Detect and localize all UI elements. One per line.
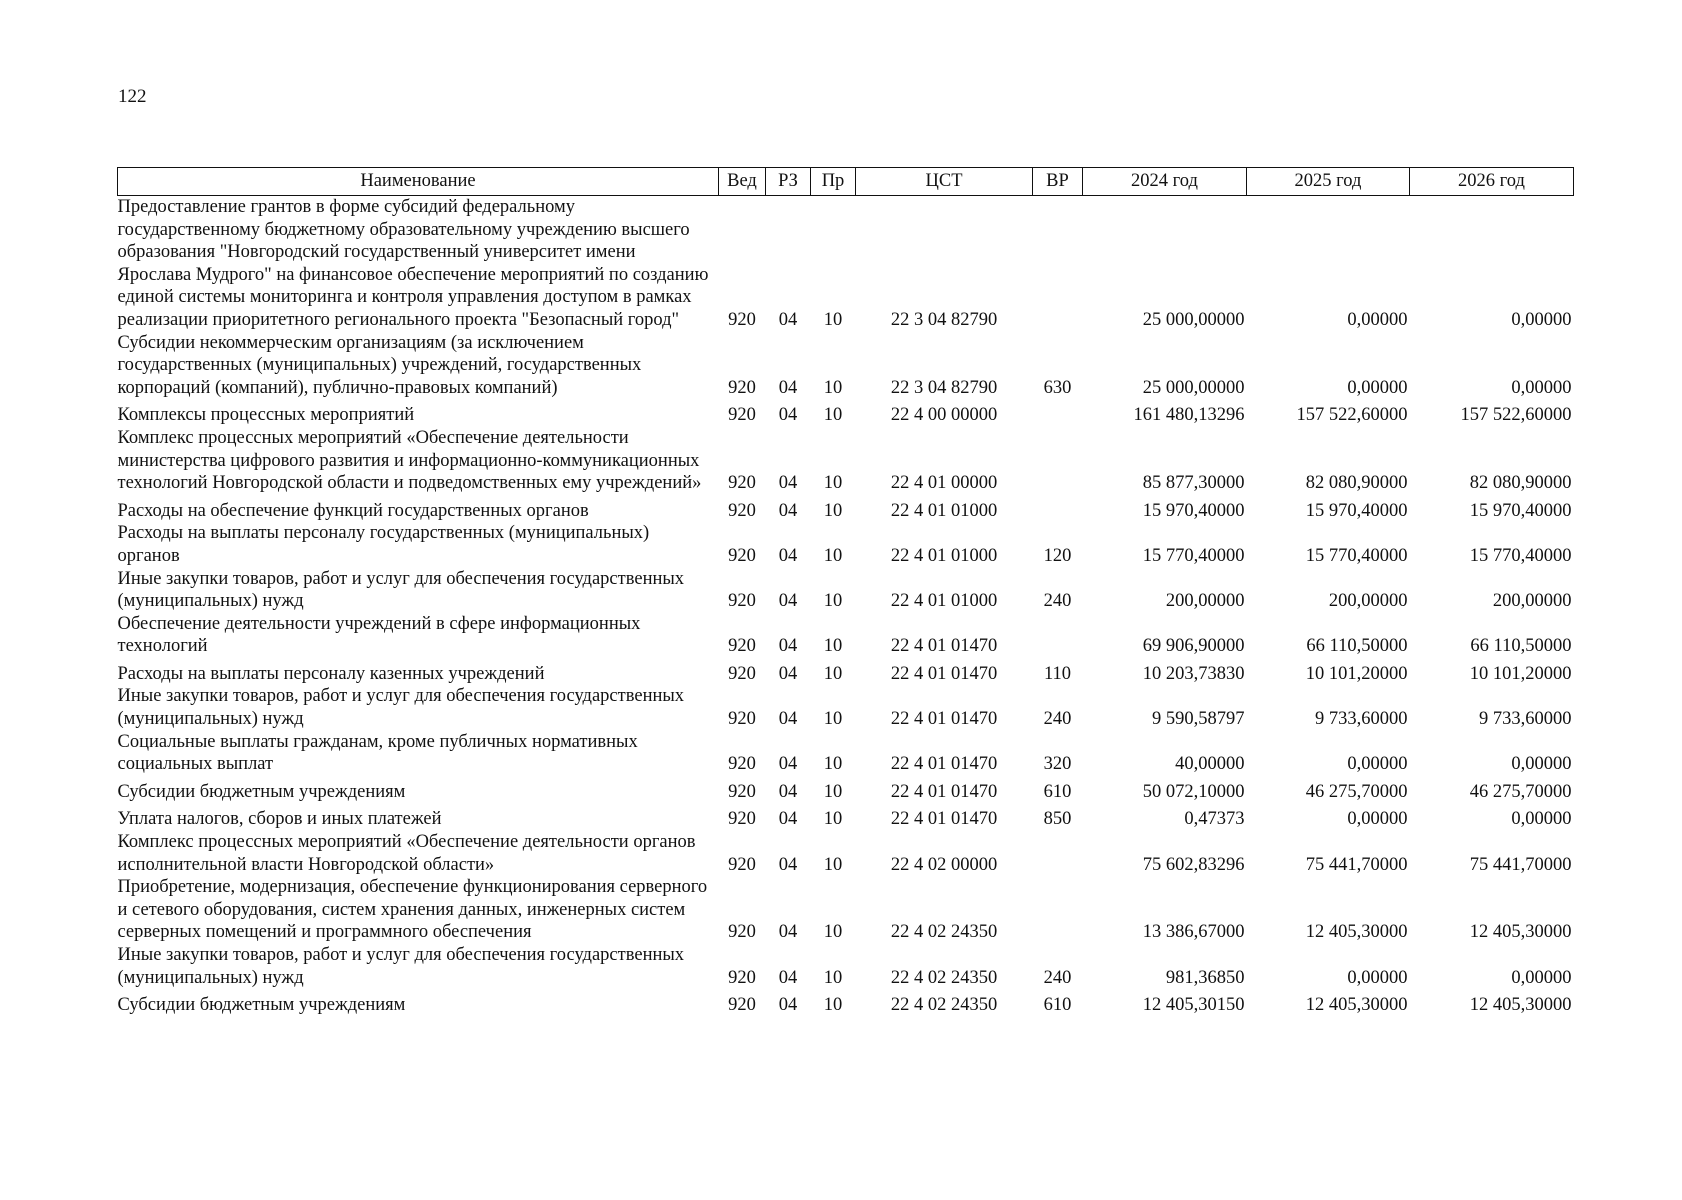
row-pr: 10 [823, 967, 843, 988]
row-2025: 15 970,40000 [1305, 500, 1408, 521]
row-cst: 22 4 01 01470 [890, 754, 998, 775]
row-vr: 320 [1043, 754, 1072, 775]
row-pr: 10 [823, 922, 843, 943]
row-rz: 04 [778, 473, 798, 494]
row-name: Обеспечение деятельности учреждений в сфере информационных технологий [117, 613, 641, 657]
row-2026: 15 770,40000 [1469, 545, 1572, 566]
budget-table [117, 167, 1574, 1017]
row-vr: 240 [1043, 709, 1072, 730]
row-name: Комплекс процессных мероприятий «Обеспечение деятельности органов исполнительной власти Новгородской области» [117, 832, 696, 875]
table-row [118, 658, 1574, 686]
row-cst: 22 4 01 01470 [890, 809, 998, 830]
row-ved: 920 [728, 922, 756, 943]
row-ved: 920 [728, 591, 756, 612]
row-vr [1033, 876, 1083, 944]
row-2025: 12 405,30000 [1305, 995, 1408, 1016]
row-2024: 75 602,83296 [1142, 854, 1245, 875]
row-name: Уплата налогов, сборов и иных платежей [117, 809, 442, 830]
header-name: Наименование [118, 168, 719, 196]
row-2024: 25 000,00000 [1142, 309, 1245, 330]
row-cst: 22 4 02 24350 [890, 922, 998, 943]
row-cst: 22 4 02 00000 [890, 854, 998, 875]
row-2025: 15 770,40000 [1305, 545, 1408, 566]
row-name: Иные закупки товаров, работ и услуг для обеспечения государственных (муниципальных) нужд [117, 686, 685, 730]
row-name: Субсидии бюджетным учреждениям [117, 781, 406, 802]
row-vr: 240 [1043, 967, 1072, 988]
row-cst: 22 4 01 01000 [890, 500, 998, 521]
row-cst: 22 3 04 82790 [890, 309, 998, 330]
header-ved: Вед [719, 168, 766, 196]
header-2024: 2024 год [1083, 168, 1247, 196]
row-pr: 10 [823, 636, 843, 657]
row-ved: 920 [728, 636, 756, 657]
header-vr: ВР [1033, 168, 1083, 196]
row-rz: 04 [778, 405, 798, 426]
row-2026: 15 970,40000 [1469, 500, 1572, 521]
row-ved: 920 [728, 545, 756, 566]
row-name: Предоставление грантов в форме субсидий федеральному государственному бюджетному образовательному учреждению высшего образования "Новгородский государственный университет имени Ярослава Мудрого" на финансовое обеспечение мероприятий по созданию единой системы мониторинга и контроля управления доступом в рамках реализации приоритетного регионального проекта "Безопасный город" [117, 197, 709, 330]
row-ved: 920 [728, 500, 756, 521]
row-2024: 0,47373 [1184, 809, 1245, 830]
row-2026: 12 405,30000 [1469, 922, 1572, 943]
page-number: 122 [118, 86, 147, 107]
row-2025: 0,00000 [1347, 967, 1408, 988]
header-pr: Пр [811, 168, 856, 196]
row-name: Иные закупки товаров, работ и услуг для обеспечения государственных (муниципальных) нужд [117, 568, 685, 612]
row-2025: 0,00000 [1347, 809, 1408, 830]
row-pr: 10 [823, 709, 843, 730]
row-pr: 10 [823, 500, 843, 521]
row-pr: 10 [823, 781, 843, 802]
row-vr [1033, 196, 1083, 332]
row-2024: 85 877,30000 [1142, 473, 1245, 494]
row-ved: 920 [728, 754, 756, 775]
row-2024: 10 203,73830 [1142, 663, 1245, 684]
table-row [118, 332, 1574, 400]
row-2024: 69 906,90000 [1142, 636, 1245, 657]
row-rz: 04 [778, 663, 798, 684]
row-name: Социальные выплаты гражданам, кроме публичных нормативных социальных выплат [117, 731, 638, 775]
row-cst: 22 3 04 82790 [890, 377, 998, 398]
row-cst: 22 4 01 01470 [890, 709, 998, 730]
row-2024: 40,00000 [1175, 754, 1245, 775]
row-2024: 981,36850 [1165, 967, 1245, 988]
row-pr: 10 [823, 663, 843, 684]
row-cst: 22 4 02 24350 [890, 995, 998, 1016]
table-row [118, 495, 1574, 523]
row-rz: 04 [778, 854, 798, 875]
table-row [118, 776, 1574, 804]
row-pr: 10 [823, 995, 843, 1016]
row-2026: 0,00000 [1511, 754, 1572, 775]
table-row [118, 522, 1574, 567]
row-name: Расходы на выплаты персоналу казенных учреждений [117, 663, 545, 684]
row-ved: 920 [728, 995, 756, 1016]
row-vr [1033, 831, 1083, 876]
row-ved: 920 [728, 473, 756, 494]
row-pr: 10 [823, 473, 843, 494]
row-2024: 13 386,67000 [1142, 922, 1245, 943]
row-2026: 157 522,60000 [1460, 405, 1572, 426]
row-2026: 0,00000 [1511, 377, 1572, 398]
row-vr [1033, 399, 1083, 427]
row-rz: 04 [778, 809, 798, 830]
row-name: Комплексы процессных мероприятий [117, 405, 415, 426]
row-rz: 04 [778, 967, 798, 988]
row-2025: 66 110,50000 [1306, 636, 1408, 657]
table-row [118, 685, 1574, 730]
row-vr: 610 [1043, 781, 1072, 802]
row-vr: 120 [1043, 545, 1072, 566]
row-pr: 10 [823, 377, 843, 398]
row-2025: 0,00000 [1347, 377, 1408, 398]
table-row [118, 944, 1574, 989]
row-2024: 161 480,13296 [1133, 405, 1245, 426]
row-rz: 04 [778, 377, 798, 398]
row-rz: 04 [778, 754, 798, 775]
row-2024: 12 405,30150 [1142, 995, 1245, 1016]
row-ved: 920 [728, 967, 756, 988]
row-ved: 920 [728, 663, 756, 684]
row-pr: 10 [823, 405, 843, 426]
row-cst: 22 4 01 00000 [890, 473, 998, 494]
row-vr [1033, 427, 1083, 495]
row-2026: 0,00000 [1511, 309, 1572, 330]
row-rz: 04 [778, 591, 798, 612]
row-2025: 200,00000 [1328, 591, 1408, 612]
row-2024: 15 770,40000 [1142, 545, 1245, 566]
row-ved: 920 [728, 854, 756, 875]
row-name: Расходы на выплаты персоналу государственных (муниципальных) органов [117, 523, 650, 566]
row-pr: 10 [823, 854, 843, 875]
row-vr [1033, 495, 1083, 523]
row-rz: 04 [778, 500, 798, 521]
header-row [118, 168, 1574, 196]
row-2026: 200,00000 [1492, 591, 1572, 612]
row-2024: 15 970,40000 [1142, 500, 1245, 521]
row-cst: 22 4 01 01470 [890, 663, 998, 684]
row-2026: 46 275,70000 [1469, 781, 1572, 802]
row-vr: 240 [1043, 591, 1072, 612]
row-pr: 10 [823, 591, 843, 612]
row-2024: 25 000,00000 [1142, 377, 1245, 398]
row-2026: 75 441,70000 [1469, 854, 1572, 875]
row-2026: 0,00000 [1511, 809, 1572, 830]
row-ved: 920 [728, 405, 756, 426]
table-row [118, 568, 1574, 613]
row-2024: 9 590,58797 [1152, 709, 1245, 730]
row-vr: 850 [1043, 809, 1072, 830]
row-name: Субсидии некоммерческим организациям (за исключением государственных (муниципальных) учреждений, государственных корпораций (компаний), публично-правовых компаний) [117, 332, 642, 398]
table-row [118, 989, 1574, 1017]
table-row [118, 427, 1574, 495]
row-name: Расходы на обеспечение функций государственных органов [117, 500, 589, 521]
row-2025: 12 405,30000 [1305, 922, 1408, 943]
header-rz: РЗ [766, 168, 811, 196]
row-ved: 920 [728, 709, 756, 730]
row-rz: 04 [778, 995, 798, 1016]
table-row [118, 803, 1574, 831]
row-2026: 12 405,30000 [1469, 995, 1572, 1016]
row-2024: 200,00000 [1165, 591, 1245, 612]
row-rz: 04 [778, 309, 798, 330]
row-vr [1033, 613, 1083, 658]
row-rz: 04 [778, 781, 798, 802]
row-name: Иные закупки товаров, работ и услуг для обеспечения государственных (муниципальных) нужд [117, 945, 685, 988]
header-cst: ЦСТ [856, 168, 1033, 196]
row-cst: 22 4 01 01000 [890, 591, 998, 612]
row-2025: 75 441,70000 [1305, 854, 1408, 875]
row-vr: 610 [1043, 995, 1072, 1016]
table-row [118, 613, 1574, 658]
row-rz: 04 [778, 545, 798, 566]
row-2026: 10 101,20000 [1469, 663, 1572, 684]
row-2025: 9 733,60000 [1315, 709, 1408, 730]
row-ved: 920 [728, 377, 756, 398]
table-row [118, 196, 1574, 332]
row-rz: 04 [778, 709, 798, 730]
row-rz: 04 [778, 922, 798, 943]
row-2025: 46 275,70000 [1305, 781, 1408, 802]
header-2026: 2026 год [1410, 168, 1574, 196]
row-cst: 22 4 01 01000 [890, 545, 998, 566]
row-2025: 0,00000 [1347, 309, 1408, 330]
row-pr: 10 [823, 545, 843, 566]
row-cst: 22 4 02 24350 [890, 967, 998, 988]
row-pr: 10 [823, 754, 843, 775]
header-2025: 2025 год [1247, 168, 1410, 196]
row-name: Приобретение, модернизация, обеспечение функционирования серверного и сетевого оборудования, систем хранения данных, инженерных систем серверных помещений и программного обеспечения [117, 877, 708, 943]
table-row [118, 731, 1574, 776]
row-2025: 10 101,20000 [1305, 663, 1408, 684]
row-2026: 0,00000 [1511, 967, 1572, 988]
row-rz: 04 [778, 636, 798, 657]
row-cst: 22 4 01 01470 [890, 781, 998, 802]
row-vr: 630 [1043, 377, 1072, 398]
table-row [118, 831, 1574, 876]
row-2025: 0,00000 [1347, 754, 1408, 775]
row-name: Комплекс процессных мероприятий «Обеспечение деятельности министерства цифрового развития и информационно-коммуникационных технологий Новгородской области и подведомственных ему учреждений» [117, 427, 702, 494]
row-cst: 22 4 01 01470 [890, 636, 998, 657]
row-2025: 82 080,90000 [1305, 473, 1408, 494]
row-2025: 157 522,60000 [1296, 405, 1408, 426]
row-vr: 110 [1043, 663, 1072, 684]
row-cst: 22 4 00 00000 [890, 405, 998, 426]
row-pr: 10 [823, 309, 843, 330]
row-2024: 50 072,10000 [1142, 781, 1245, 802]
row-ved: 920 [728, 809, 756, 830]
table-row [118, 876, 1574, 944]
row-pr: 10 [823, 809, 843, 830]
row-ved: 920 [728, 781, 756, 802]
row-2026: 66 110,50000 [1470, 636, 1572, 657]
row-2026: 9 733,60000 [1479, 709, 1572, 730]
table-row [118, 399, 1574, 427]
row-ved: 920 [728, 309, 756, 330]
row-name: Субсидии бюджетным учреждениям [117, 995, 406, 1016]
row-2026: 82 080,90000 [1469, 473, 1572, 494]
